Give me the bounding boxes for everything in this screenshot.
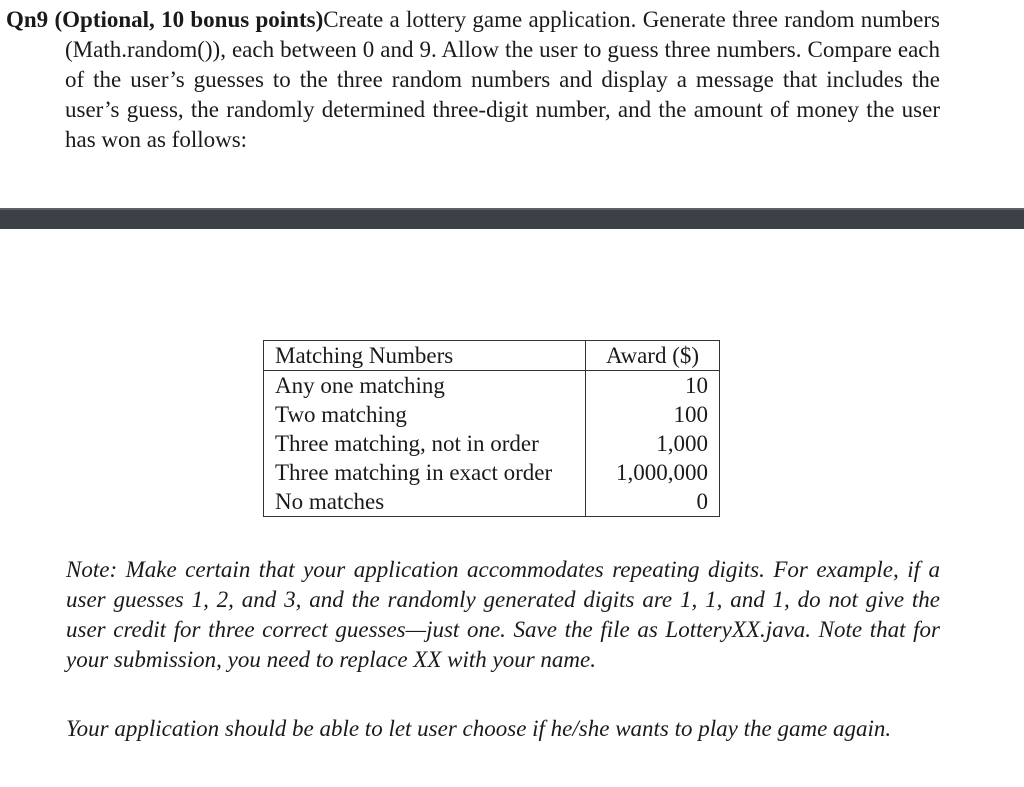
table-row <box>264 487 720 517</box>
match-cell: No matches <box>264 487 586 517</box>
table-row <box>264 371 720 401</box>
table-row <box>264 458 720 487</box>
match-cell: Any one matching <box>264 371 586 401</box>
note-paragraph <box>66 555 940 675</box>
award-cell: 10 <box>685 373 708 398</box>
note-text: Note: Make certain that your application accommodates repeating digits. For example, if a user guesses 1, 2, and 3, and the randomly generated digits are 1, 1, and 1, do not give the user credit for three correct guesses—just one. Save the file as LotteryXX.java. Note that for your submission, you need to replace XX with your name. <box>66 557 940 672</box>
replay-paragraph <box>66 714 940 744</box>
match-cell: Three matching, not in order <box>264 429 586 458</box>
header-award: Award ($) <box>586 341 720 371</box>
question-block <box>6 5 940 155</box>
award-cell: 1,000,000 <box>616 460 708 485</box>
award-cell: 0 <box>696 489 708 514</box>
question-label: Qn9 (Optional, 10 bonus points) <box>6 7 324 32</box>
award-cell: 100 <box>673 402 708 427</box>
question-paragraph <box>6 5 940 155</box>
section-divider <box>0 208 1024 229</box>
table-header-row <box>264 341 720 371</box>
match-cell: Two matching <box>264 400 586 429</box>
award-table-wrapper <box>263 340 720 517</box>
replay-text: Your application should be able to let user choose if he/she wants to play the game again. <box>66 716 892 741</box>
award-table <box>263 340 720 517</box>
award-cell: 1,000 <box>656 431 708 456</box>
table-row <box>264 400 720 429</box>
header-matching-numbers: Matching Numbers <box>264 341 586 371</box>
table-row <box>264 429 720 458</box>
question-text: Create a lottery game application. Generate three random numbers (Math.random()), each between 0 and 9. Allow the user to guess three numbers. Compare each of the user’s guesses to the three random numbers and display a message that includes the user’s guess, the randomly determined three-digit number, and the amount of money the user has won as follows: <box>65 7 940 152</box>
match-cell: Three matching in exact order <box>264 458 586 487</box>
